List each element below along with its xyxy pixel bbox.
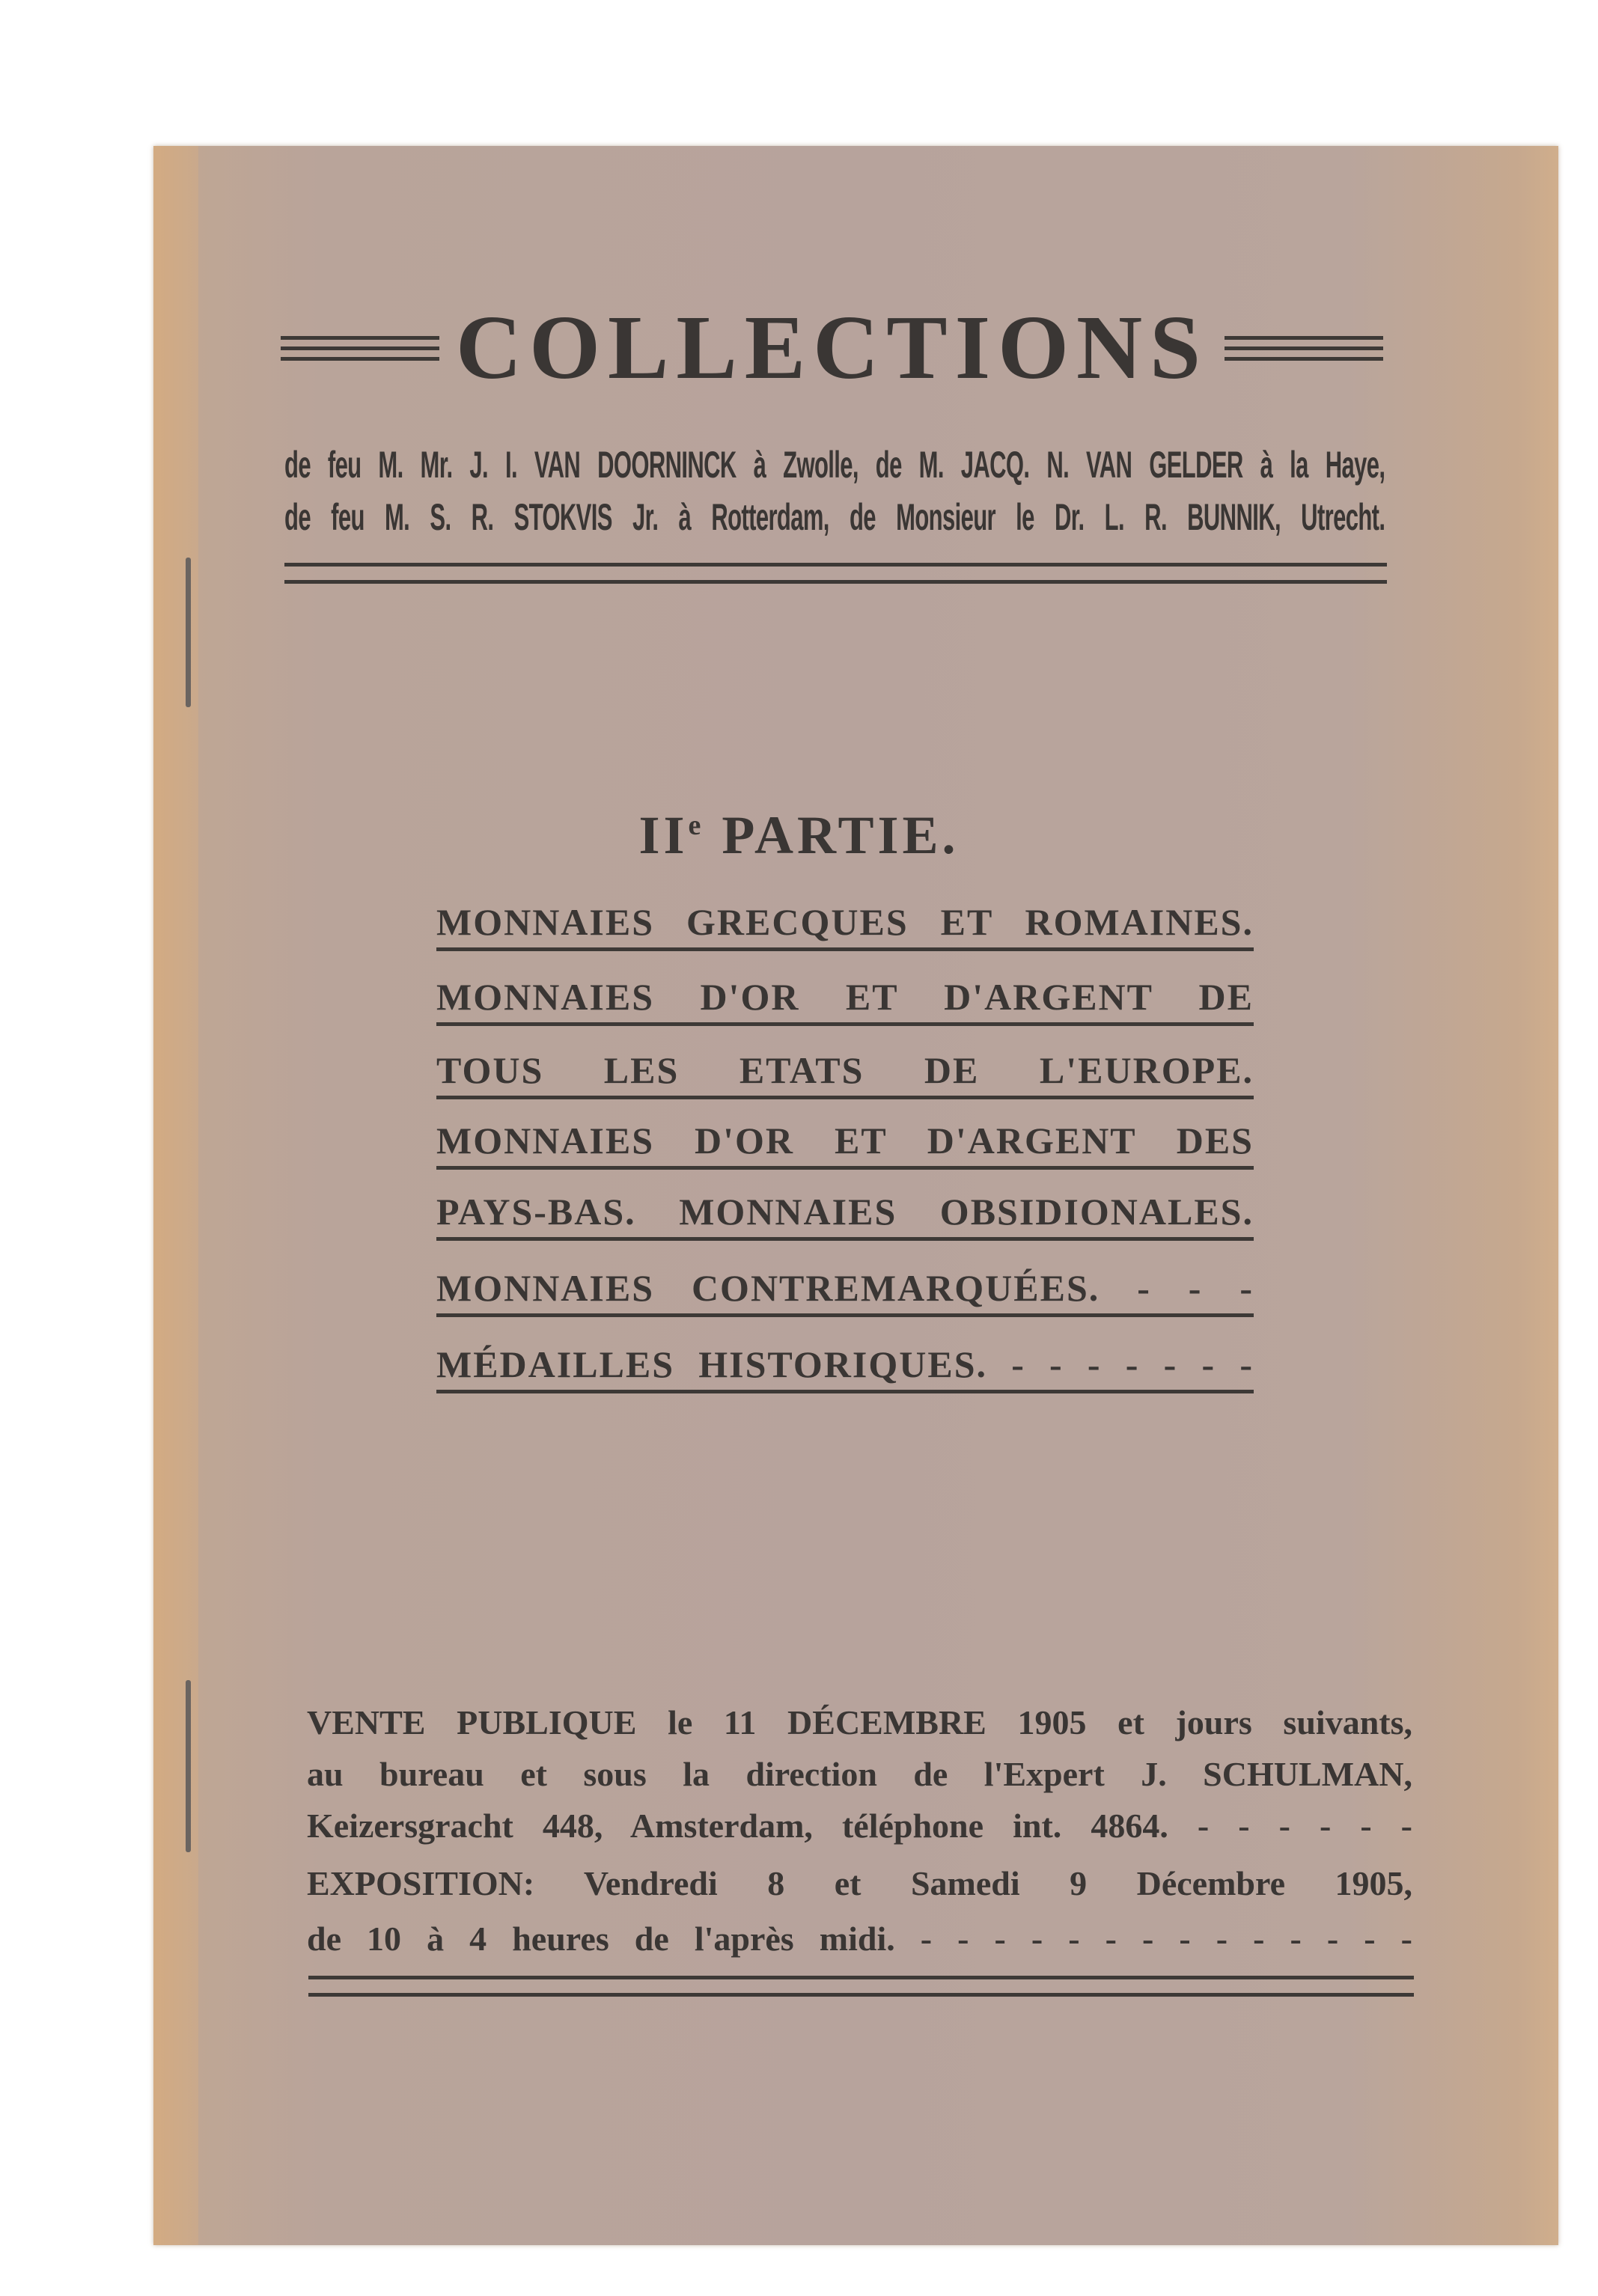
contents-item: MONNAIES D'OR ET D'ARGENT DE (436, 977, 1254, 1026)
part-heading: IIe PARTIE. (638, 805, 960, 865)
contents-item: PAYS-BAS. MONNAIES OBSIDIONALES. (436, 1191, 1254, 1241)
sale-line: Keizersgracht 448, Amsterdam, téléphone int. 4864. - - - - - - (307, 1807, 1412, 1845)
exhibition-line: de 10 à 4 heures de l'après midi. - - - - - - - - - - - - - - (307, 1920, 1412, 1958)
right-rule-ornament (1225, 336, 1383, 361)
collectors-line-1: de feu M. Mr. J. I. VAN DOORNINCK à Zwolle, de M. JACQ. N. VAN GELDER à la Haye, (284, 444, 1385, 486)
worn-spine-edge (153, 146, 198, 2245)
sale-line: VENTE PUBLIQUE le 11 DÉCEMBRE 1905 et jours suivants, (307, 1703, 1412, 1741)
contents-item: MONNAIES D'OR ET D'ARGENT DES (436, 1120, 1254, 1170)
left-rule-ornament (281, 336, 439, 361)
exhibition-line: EXPOSITION: Vendredi 8 et Samedi 9 Décembre 1905, (307, 1864, 1412, 1902)
contents-item: MÉDAILLES HISTORIQUES. - - - - - - - (436, 1344, 1254, 1393)
staple-bottom (186, 1680, 191, 1852)
staple-top (186, 558, 191, 707)
header-double-rule (284, 563, 1387, 584)
collectors-line-2: de feu M. S. R. STOKVIS Jr. à Rotterdam, de Monsieur le Dr. L. R. BUNNIK, Utrecht. (284, 496, 1385, 538)
footer-double-rule (308, 1976, 1414, 1997)
contents-item: TOUS LES ETATS DE L'EUROPE. (436, 1050, 1254, 1099)
contents-item: MONNAIES CONTREMARQUÉES. - - - (436, 1268, 1254, 1317)
sale-line: au bureau et sous la direction de l'Expert J. SCHULMAN, (307, 1755, 1412, 1793)
contents-item: MONNAIES GRECQUES ET ROMAINES. (436, 902, 1254, 951)
title-row (281, 296, 1383, 400)
page-title: COLLECTIONS (456, 297, 1208, 398)
